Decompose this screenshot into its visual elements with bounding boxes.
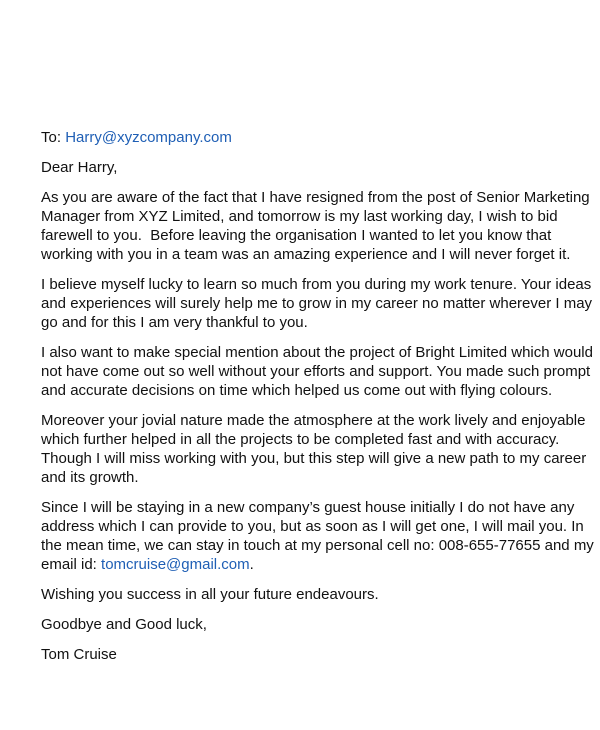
to-label: To: bbox=[41, 129, 66, 146]
greeting: Dear Harry, bbox=[41, 159, 118, 176]
wishing-line: Wishing you success in all your future endeavours. bbox=[41, 586, 379, 603]
paragraph-line: and its growth. bbox=[41, 469, 139, 486]
paragraph-line: and experiences will surely help me to grow in my career no matter wherever I may bbox=[41, 295, 593, 312]
email-prefix: email id: bbox=[41, 556, 102, 573]
paragraph-line: Moreover your jovial nature made the atmosphere at the work lively and enjoyable bbox=[41, 412, 586, 429]
paragraph-line: I also want to make special mention about the project of Bright Limited which would bbox=[41, 344, 593, 361]
paragraph-gratitude bbox=[41, 275, 593, 332]
paragraph-line: the mean time, we can stay in touch at my personal cell no: 008-655-77655 and my bbox=[41, 537, 594, 554]
paragraph-line: address which I can provide to you, but as soon as I will get one, I will mail you. In bbox=[41, 518, 584, 535]
resignation-letter bbox=[41, 128, 594, 664]
paragraph-line: working with you in a team was an amazing experience and I will never forget it. bbox=[41, 246, 571, 263]
paragraph-resignation bbox=[41, 188, 590, 264]
signature-name: Tom Cruise bbox=[41, 646, 117, 663]
paragraph-line: not have come out so well without your efforts and support. You made such prompt bbox=[41, 363, 591, 380]
email-suffix: . bbox=[249, 556, 254, 573]
paragraph-contact-info bbox=[41, 498, 594, 574]
paragraph-line: farewell to you. Before leaving the organisation I wanted to let you know that bbox=[41, 227, 552, 244]
recipient-line bbox=[41, 128, 581, 147]
paragraph-line: I believe myself lucky to learn so much from you during my work tenure. Your ideas bbox=[41, 276, 592, 293]
sender-email-link[interactable]: tomcruise@gmail.com bbox=[101, 556, 250, 573]
paragraph-line: which further helped in all the projects to be completed fast and with accuracy. bbox=[41, 431, 560, 448]
paragraph-line: and accurate decisions on time which helped us come out with flying colours. bbox=[41, 382, 553, 399]
paragraph-jovial-nature bbox=[41, 411, 587, 487]
email-line bbox=[41, 555, 581, 574]
paragraph-project-mention bbox=[41, 343, 593, 400]
paragraph-line: Though I will miss working with you, but this step will give a new path to my career bbox=[41, 450, 587, 467]
paragraph-line: As you are aware of the fact that I have resigned from the post of Senior Marketing bbox=[41, 189, 590, 206]
paragraph-line: go and for this I am very thankful to you. bbox=[41, 314, 308, 331]
closing-line: Goodbye and Good luck, bbox=[41, 616, 207, 633]
paragraph-line: Manager from XYZ Limited, and tomorrow is my last working day, I wish to bid bbox=[41, 208, 558, 225]
recipient-email-link[interactable]: Harry@xyzcompany.com bbox=[65, 129, 232, 146]
paragraph-line: Since I will be staying in a new company’s guest house initially I do not have any bbox=[41, 499, 575, 516]
